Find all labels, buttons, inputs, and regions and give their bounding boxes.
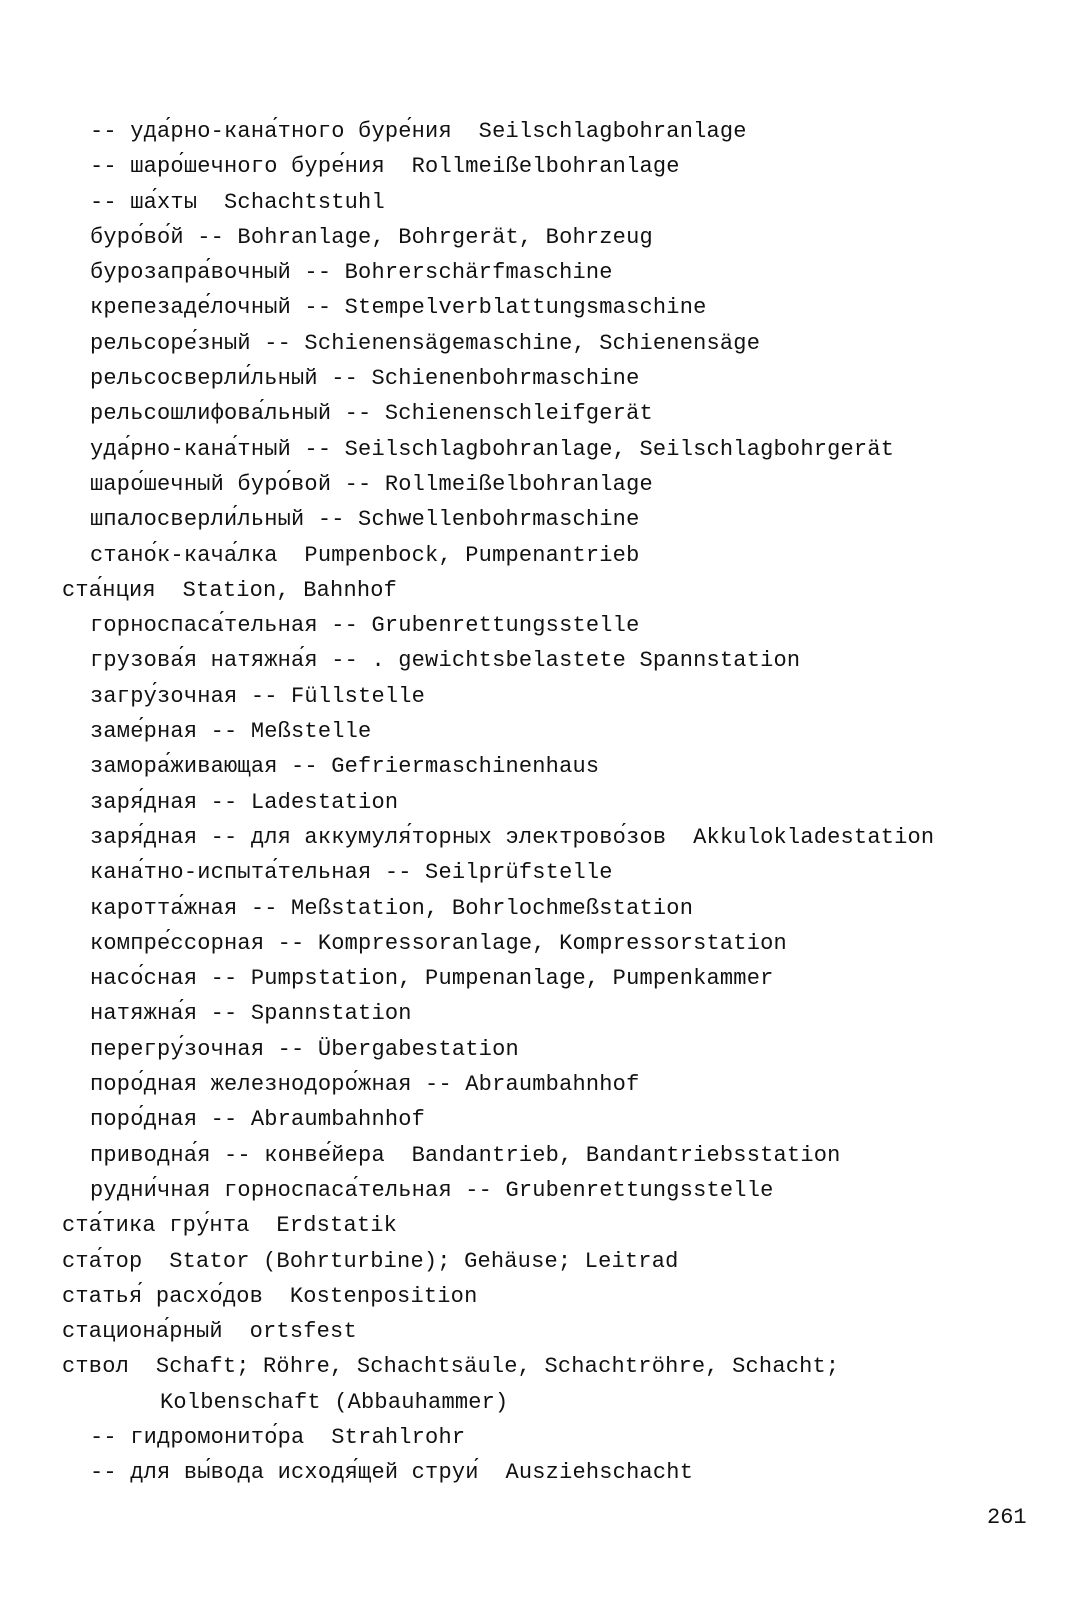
dictionary-entry: насо́сная -- Pumpstation, Pumpenanlage, Pumpenkammer (90, 966, 774, 992)
dictionary-entry: грузова́я натяжна́я -- . gewichtsbelastete Spannstation (90, 648, 801, 674)
dictionary-entry: -- гидромонито́ра Strahlrohr (90, 1424, 466, 1450)
dictionary-entry: замора́живающая -- Gefriermaschinenhaus (90, 754, 600, 780)
dictionary-entry: компре́ссорная -- Kompressoranlage, Kompressorstation (90, 930, 787, 956)
dictionary-entry: рудни́чная горноспаса́тельная -- Grubenrettungsstelle (90, 1177, 774, 1203)
dictionary-entry: рельсосверли́льный -- Schienenbohrmaschine (90, 366, 640, 392)
dictionary-entry: статья́ расхо́дов Kostenposition (62, 1283, 478, 1309)
dictionary-entry: стациона́рный ortsfest (62, 1319, 357, 1345)
dictionary-entry: шпалосверли́льный -- Schwellenbohrmaschine (90, 507, 640, 533)
dictionary-entry: поро́дная железнодоро́жная -- Abraumbahnhof (90, 1072, 640, 1098)
dictionary-entry: ствол Schaft; Röhre, Schachtsäule, Schachtröhre, Schacht; (62, 1354, 840, 1380)
dictionary-entry: буро́во́й -- Bohranlage, Bohrgerät, Bohrzeug (90, 224, 653, 250)
dictionary-entry: шаро́шечный буро́вой -- Rollmeißelbohranlage (90, 471, 653, 497)
dictionary-entry: -- шаро́шечного буре́ния Rollmeißelbohranlage (90, 154, 680, 180)
dictionary-entry: заря́дная -- для аккумуля́торных электрово́зов Akkulokladestation (90, 824, 935, 850)
dictionary-entry: -- уда́рно-кана́тного буре́ния Seilschlagbohranlage (90, 119, 747, 144)
page-number: 261 (987, 1505, 1027, 1530)
dictionary-entry: перегру́зочная -- Übergabestation (90, 1036, 519, 1062)
dictionary-entry: ста́нция Station, Bahnhof (62, 577, 398, 603)
dictionary-entry: рельсошлифова́льный -- Schienenschleifgerät (90, 401, 653, 427)
dictionary-entry: уда́рно-кана́тный -- Seilschlagbohranlage, Seilschlagbohrgerät (90, 436, 895, 462)
dictionary-entry: приводна́я -- конве́йера Bandantrieb, Bandantriebsstation (90, 1142, 841, 1168)
dictionary-entry: ста́тика гру́нта Erdstatik (62, 1213, 398, 1239)
dictionary-entry: ста́тор Stator (Bohrturbine); Gehäuse; Leitrad (62, 1248, 679, 1274)
dictionary-entry: поро́дная -- Abraumbahnhof (90, 1107, 426, 1133)
dictionary-entry: Kolbenschaft (Abbauhammer) (160, 1389, 509, 1415)
dictionary-entry: загру́зочная -- Füllstelle (90, 683, 426, 709)
dictionary-entries (0, 114, 1076, 1491)
dictionary-entry: стано́к-кача́лка Pumpenbock, Pumpenantrieb (90, 542, 640, 568)
dictionary-entry: заря́дная -- Ladestation (90, 789, 399, 815)
dictionary-entry: натяжна́я -- Spannstation (90, 1001, 412, 1027)
dictionary-entry: бурозапра́вочный -- Bohrerschärfmaschine (90, 260, 613, 286)
dictionary-entry: заме́рная -- Meßstelle (90, 719, 372, 745)
dictionary-entry: -- для вы́вода исходя́щей струи́ Ausziehschacht (90, 1460, 694, 1486)
dictionary-entry: рельсоре́зный -- Schienensägemaschine, Schienensäge (90, 330, 761, 356)
dictionary-entry: каротта́жная -- Meßstation, Bohrlochmeßstation (90, 895, 694, 921)
dictionary-entry: кана́тно-испыта́тельная -- Seilprüfstelle (90, 860, 613, 886)
dictionary-entry: крепезаде́лочный -- Stempelverblattungsmaschine (90, 295, 707, 321)
dictionary-entry: -- ша́хты Schachtstuhl (90, 189, 385, 215)
dictionary-entry: горноспаса́тельная -- Grubenrettungsstelle (90, 613, 640, 639)
